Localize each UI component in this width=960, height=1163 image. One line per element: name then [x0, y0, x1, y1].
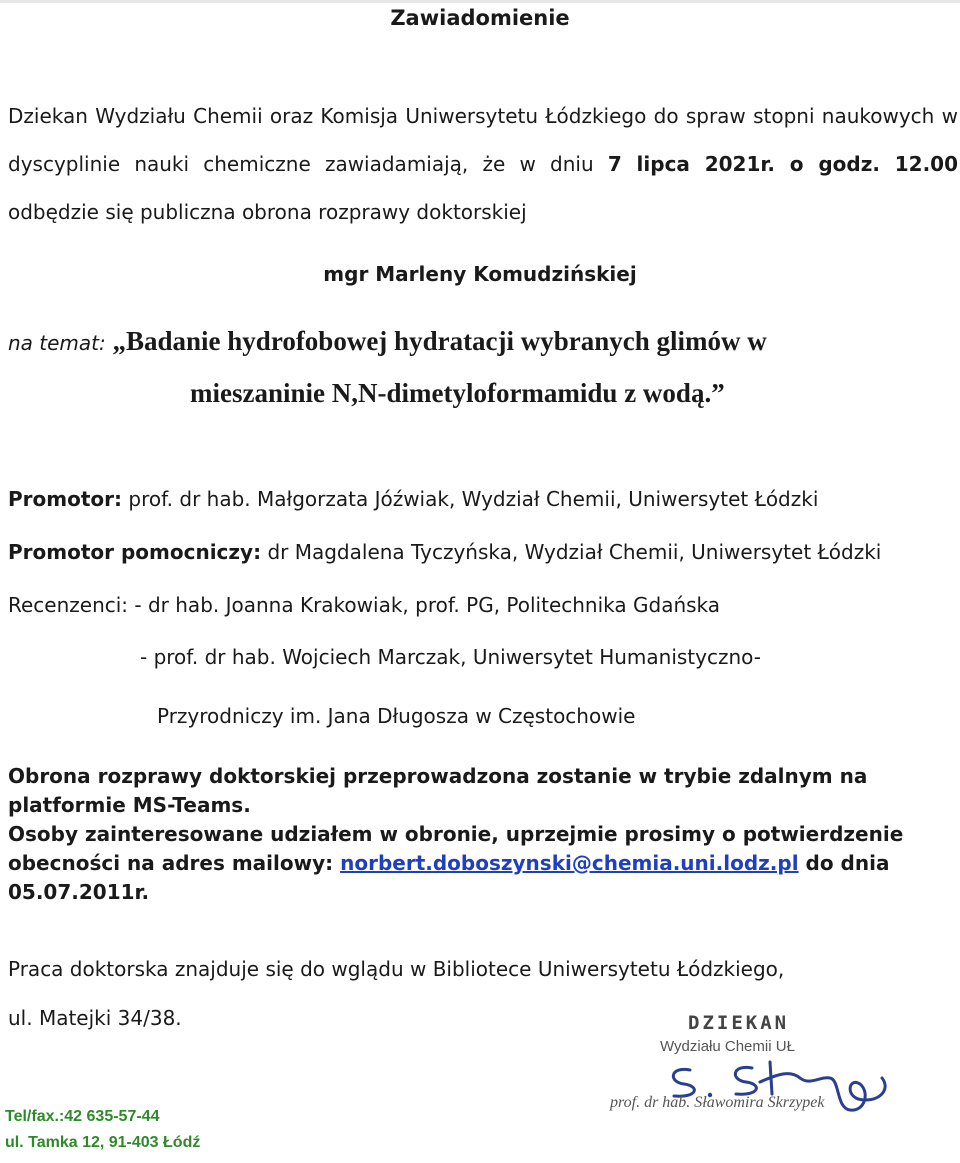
defense-datetime: 7 lipca 2021r. o godz. 12.00 — [607, 152, 958, 176]
topic-title-part1: „Badanie hydrofobowej hydratacji wybranych glimów w — [105, 326, 767, 356]
dean-name: prof. dr hab. Sławomira Skrzypek — [610, 1094, 825, 1111]
intro-text-end: odbędzie się publiczna obrona rozprawy doktorskiej — [8, 200, 527, 224]
promotor-value: prof. dr hab. Małgorzata Jóźwiak, Wydział Chemii, Uniwersytet Łódzki — [122, 487, 819, 511]
topic-prefix: na temat: — [8, 331, 106, 355]
footer-contact: Tel/fax.:42 635-57-44 — [5, 1108, 160, 1125]
stamp-title: DZIEKAN — [688, 1012, 790, 1034]
stamp-subtitle: Wydziału Chemii UŁ — [660, 1038, 795, 1055]
topic-title-part2: mieszaninie N,N-dimetyloformamidu z wodą.” — [190, 378, 725, 408]
topic-line-1 — [8, 326, 767, 357]
promotor-pomocniczy-row — [8, 540, 881, 564]
reviewer-2: - prof. dr hab. Wojciech Marczak, Uniwersytet Humanistyczno- — [140, 645, 761, 669]
intro-text: Dziekan Wydziału Chemii oraz Komisja Uniwersytetu Łódzkiego do spraw stopni naukowych w dyscyplinie nauki chemiczne zawiadamiają, że w dniu — [8, 104, 958, 176]
online-mode-text: Obrona rozprawy doktorskiej przeprowadzona zostanie w trybie zdalnym na platformie MS-Teams. — [8, 764, 868, 817]
reviewer-1: Recenzenci: - dr hab. Joanna Krakowiak, prof. PG, Politechnika Gdańska — [8, 593, 721, 617]
intro-paragraph — [8, 92, 958, 236]
confirmation-text — [8, 820, 948, 907]
dean-stamp — [610, 1012, 920, 1132]
email-link[interactable]: norbert.doboszynski@chemia.uni.lodz.pl — [340, 851, 799, 875]
promotor-label: Promotor: — [8, 487, 123, 511]
confirmation-deadline: do dnia 05.07.2011r. — [8, 851, 890, 904]
promotor-pomocniczy-value: dr Magdalena Tyczyńska, Wydział Chemii, Uniwersytet Łódzki — [261, 540, 882, 564]
reviewer-2-continued: Przyrodniczy im. Jana Długosza w Częstochowie — [157, 704, 636, 728]
library-info: Praca doktorska znajduje się do wglądu w Bibliotece Uniwersytetu Łódzkiego, — [8, 957, 785, 981]
document-title: Zawiadomienie — [390, 6, 570, 30]
scan-edge — [0, 0, 960, 3]
candidate-name: mgr Marleny Komudzińskiej — [323, 262, 637, 286]
library-address: ul. Matejki 34/38. — [8, 1006, 182, 1030]
footer-address: ul. Tamka 12, 91-403 Łódź — [5, 1134, 201, 1151]
online-info — [8, 762, 948, 907]
confirmation-prefix: Osoby zainteresowane udziałem w obronie, uprzejmie prosimy o potwierdzenie obecności na adres mailowy: — [8, 822, 904, 875]
promotor-row — [8, 487, 818, 511]
promotor-pomocniczy-label: Promotor pomocniczy: — [8, 540, 262, 564]
